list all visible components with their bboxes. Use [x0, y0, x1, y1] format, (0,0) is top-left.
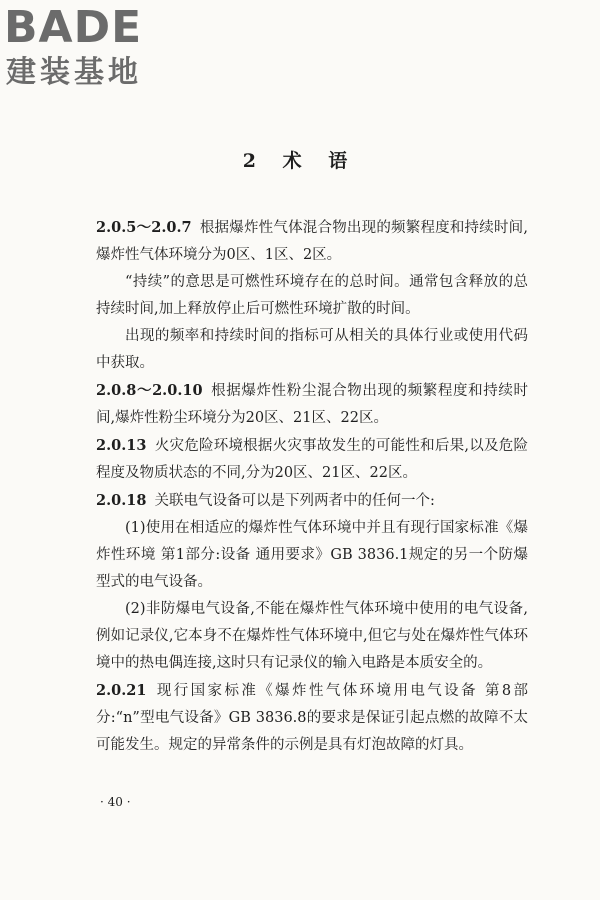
paragraph [96, 677, 528, 759]
paragraph-text: (2)非防爆电气设备,不能在爆炸性气体环境中使用的电气设备,例如记录仪,它本身不在爆炸性气体环境中,但它与处在爆炸性气体环境中的热电偶连接,这时只有记录仪的输入电路是本质安全的。 [96, 601, 528, 671]
watermark-subtitle: 建装基地 [6, 55, 142, 90]
paragraph [96, 323, 528, 377]
paragraph [96, 377, 528, 432]
paragraph [96, 487, 528, 515]
paragraph [96, 596, 528, 677]
section-number: 2.0.8～2.0.10 [96, 382, 203, 399]
section-number: 2.0.18 [96, 492, 147, 509]
watermark-logo-text: BADE [4, 2, 143, 53]
paragraph-text: 根据爆炸性气体混合物出现的频繁程度和持续时间,爆炸性气体环境分为0区、1区、2区。 [96, 220, 528, 263]
paragraph-text: 关联电气设备可以是下列两者中的任何一个: [154, 493, 435, 509]
chapter-title: 2 术 语 [242, 150, 358, 172]
section-number: 2.0.21 [96, 682, 147, 699]
section-number: 2.0.5～2.0.7 [96, 219, 192, 236]
paragraph-text: “持续”的意思是可燃性环境存在的总时间。通常包含释放的总持续时间,加上释放停止后可燃性环境扩散的时间。 [96, 274, 528, 317]
page-number: · 40 · [100, 795, 131, 809]
section-number: 2.0.13 [96, 437, 147, 454]
paragraph [96, 515, 528, 596]
paragraph-text: 火灾危险环境根据火灾事故发生的可能性和后果,以及危险程度及物质状态的不同,分为20区、21区、22区。 [96, 438, 528, 481]
brand-watermark [4, 4, 174, 90]
paragraph-text: 出现的频率和持续时间的指标可从相关的具体行业或使用代码中获取。 [96, 328, 528, 371]
paragraph [96, 269, 528, 323]
paragraph [96, 432, 528, 487]
paragraph-text: (1)使用在相适应的爆炸性气体环境中并且有现行国家标准《爆炸性环境 第1部分:设备 通用要求》GB 3836.1规定的另一个防爆型式的电气设备。 [96, 520, 528, 590]
paragraph-text: 现行国家标准《爆炸性气体环境用电气设备 第8部分:“n”型电气设备》GB 3836.8的要求是保证引起点燃的故障不太可能发生。规定的异常条件的示例是具有灯泡故障的灯具。 [96, 683, 528, 753]
paragraph-text: 根据爆炸性粉尘混合物出现的频繁程度和持续时间,爆炸性粉尘环境分为20区、21区、22区。 [96, 383, 529, 426]
paragraph [96, 214, 528, 269]
page-body [96, 214, 528, 759]
